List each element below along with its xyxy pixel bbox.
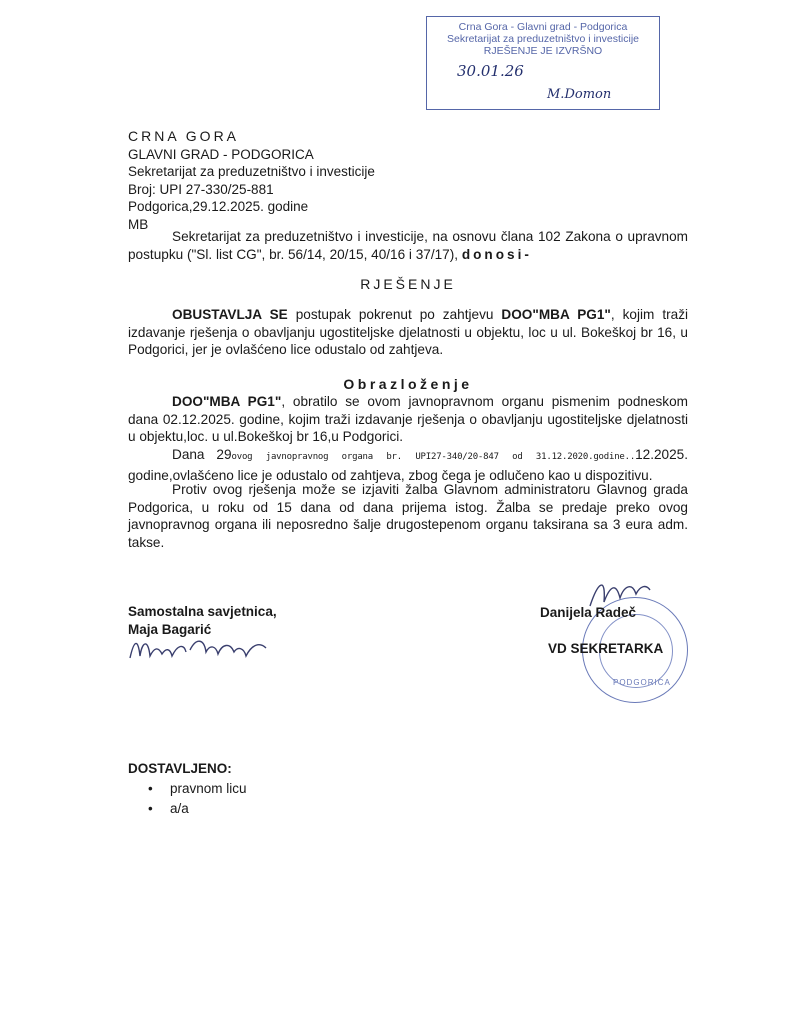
execution-stamp	[426, 16, 660, 110]
intro-text: Sekretarijat za preduzetništvo i investicije, na osnovu člana 102 Zakona o upravnom postupku ("Sl. list CG", br. 56/14, 20/15, 40/16 i 37/17),	[128, 229, 688, 262]
distribution-block	[128, 760, 247, 820]
decision-text-2: , kojim traži izdavanje rješenja o obavljanju ugostiteljske djelatnosti u objektu, loc u ul. Bokeškoj br 16, u Podgorici, jer je ovlašćeno lice odustalo od zahtjeva.	[128, 307, 689, 357]
stamp-line-3: RJEŠENJE JE IZVRŠNO	[483, 45, 603, 57]
department-name: Sekretarijat za preduzetništvo i investicije	[128, 164, 375, 179]
distribution-list	[128, 780, 247, 820]
reasoning-title: Obrazloženje	[343, 376, 473, 392]
reasoning-company: DOO"MBA PG1"	[172, 394, 282, 409]
decision-lead: OBUSTAVLJA SE	[172, 307, 288, 322]
stamp-line-1: Crna Gora - Glavni grad - Podgorica	[458, 21, 628, 33]
stamp-line-2: Sekretarijat za preduzetništvo i investicije	[446, 33, 639, 45]
country-name: CRNA GORA	[128, 128, 240, 144]
stamp-date: 30.01.26	[457, 62, 524, 80]
distribution-title: DOSTAVLJENO:	[128, 761, 232, 776]
decision-text-1: postupak pokrenut po zahtjevu	[287, 307, 502, 322]
reasoning-paragraph-1	[128, 393, 688, 446]
left-signer-title: Samostalna savjetnica,	[128, 604, 277, 619]
reasoning-paragraph-2	[128, 446, 688, 484]
intro-tail: donosi-	[461, 246, 532, 262]
bullet-icon: •	[148, 800, 153, 816]
list-item	[128, 800, 247, 820]
round-stamp-text: PODGORICA	[613, 678, 671, 687]
distribution-item-label: a/a	[170, 800, 189, 816]
intro-paragraph	[128, 228, 688, 263]
place-date: Podgorica,29.12.2025. godine	[128, 199, 309, 214]
list-item	[128, 780, 247, 800]
right-signer-name: Danijela Radeč	[540, 605, 637, 620]
city-name: GLAVNI GRAD - PODGORICA	[128, 146, 314, 162]
reasoning-p2-small: ovog javnopravnog organa br. UPI27-340/20-847 od 31.12.2020.godine..	[231, 452, 636, 462]
stamp-signature: M.Domon	[547, 87, 612, 102]
initials: MB	[128, 216, 149, 232]
reasoning-p2-end: 12.2025. godine,ovlašćeno lice je odustalo od zahtjeva, zbog čega je odlučeno kao u dispozitivu.	[128, 447, 688, 483]
document-number: Broj: UPI 27-330/25-881	[128, 181, 274, 197]
left-signer-name: Maja Bagarić	[128, 621, 212, 637]
right-signer-title: VD SEKRETARKA	[548, 641, 664, 656]
distribution-item-label: pravnom licu	[170, 780, 247, 796]
left-handwritten-signature	[126, 630, 276, 666]
reasoning-p2-start: Dana 29	[172, 447, 232, 462]
reasoning-p1-text: , obratilo se ovom javnopravnom organu pismenim podneskom dana 02.12.2025. godine, kojim traži izdavanje rješenja o obavljanju ugostiteljske djelatnosti u objektu,loc. u ul.Bokeškoj br 16,u Podgorici.	[128, 394, 688, 444]
decision-title: RJEŠENJE	[360, 276, 456, 292]
reasoning-paragraph-3: Protiv ovog rješenja može se izjaviti žalba Glavnom administratoru Glavnog grada Podgorica, u roku od 15 dana od dana prijema istog. Žalba se predaje preko ovog javnopravnog organa ili neposredno šalje drugostepenom organu taksirana sa 3 eura adm. takse.	[128, 482, 688, 550]
document-header	[128, 128, 375, 233]
decision-paragraph	[128, 306, 688, 359]
bullet-icon: •	[148, 780, 153, 796]
decision-company: DOO"MBA PG1"	[501, 307, 611, 322]
